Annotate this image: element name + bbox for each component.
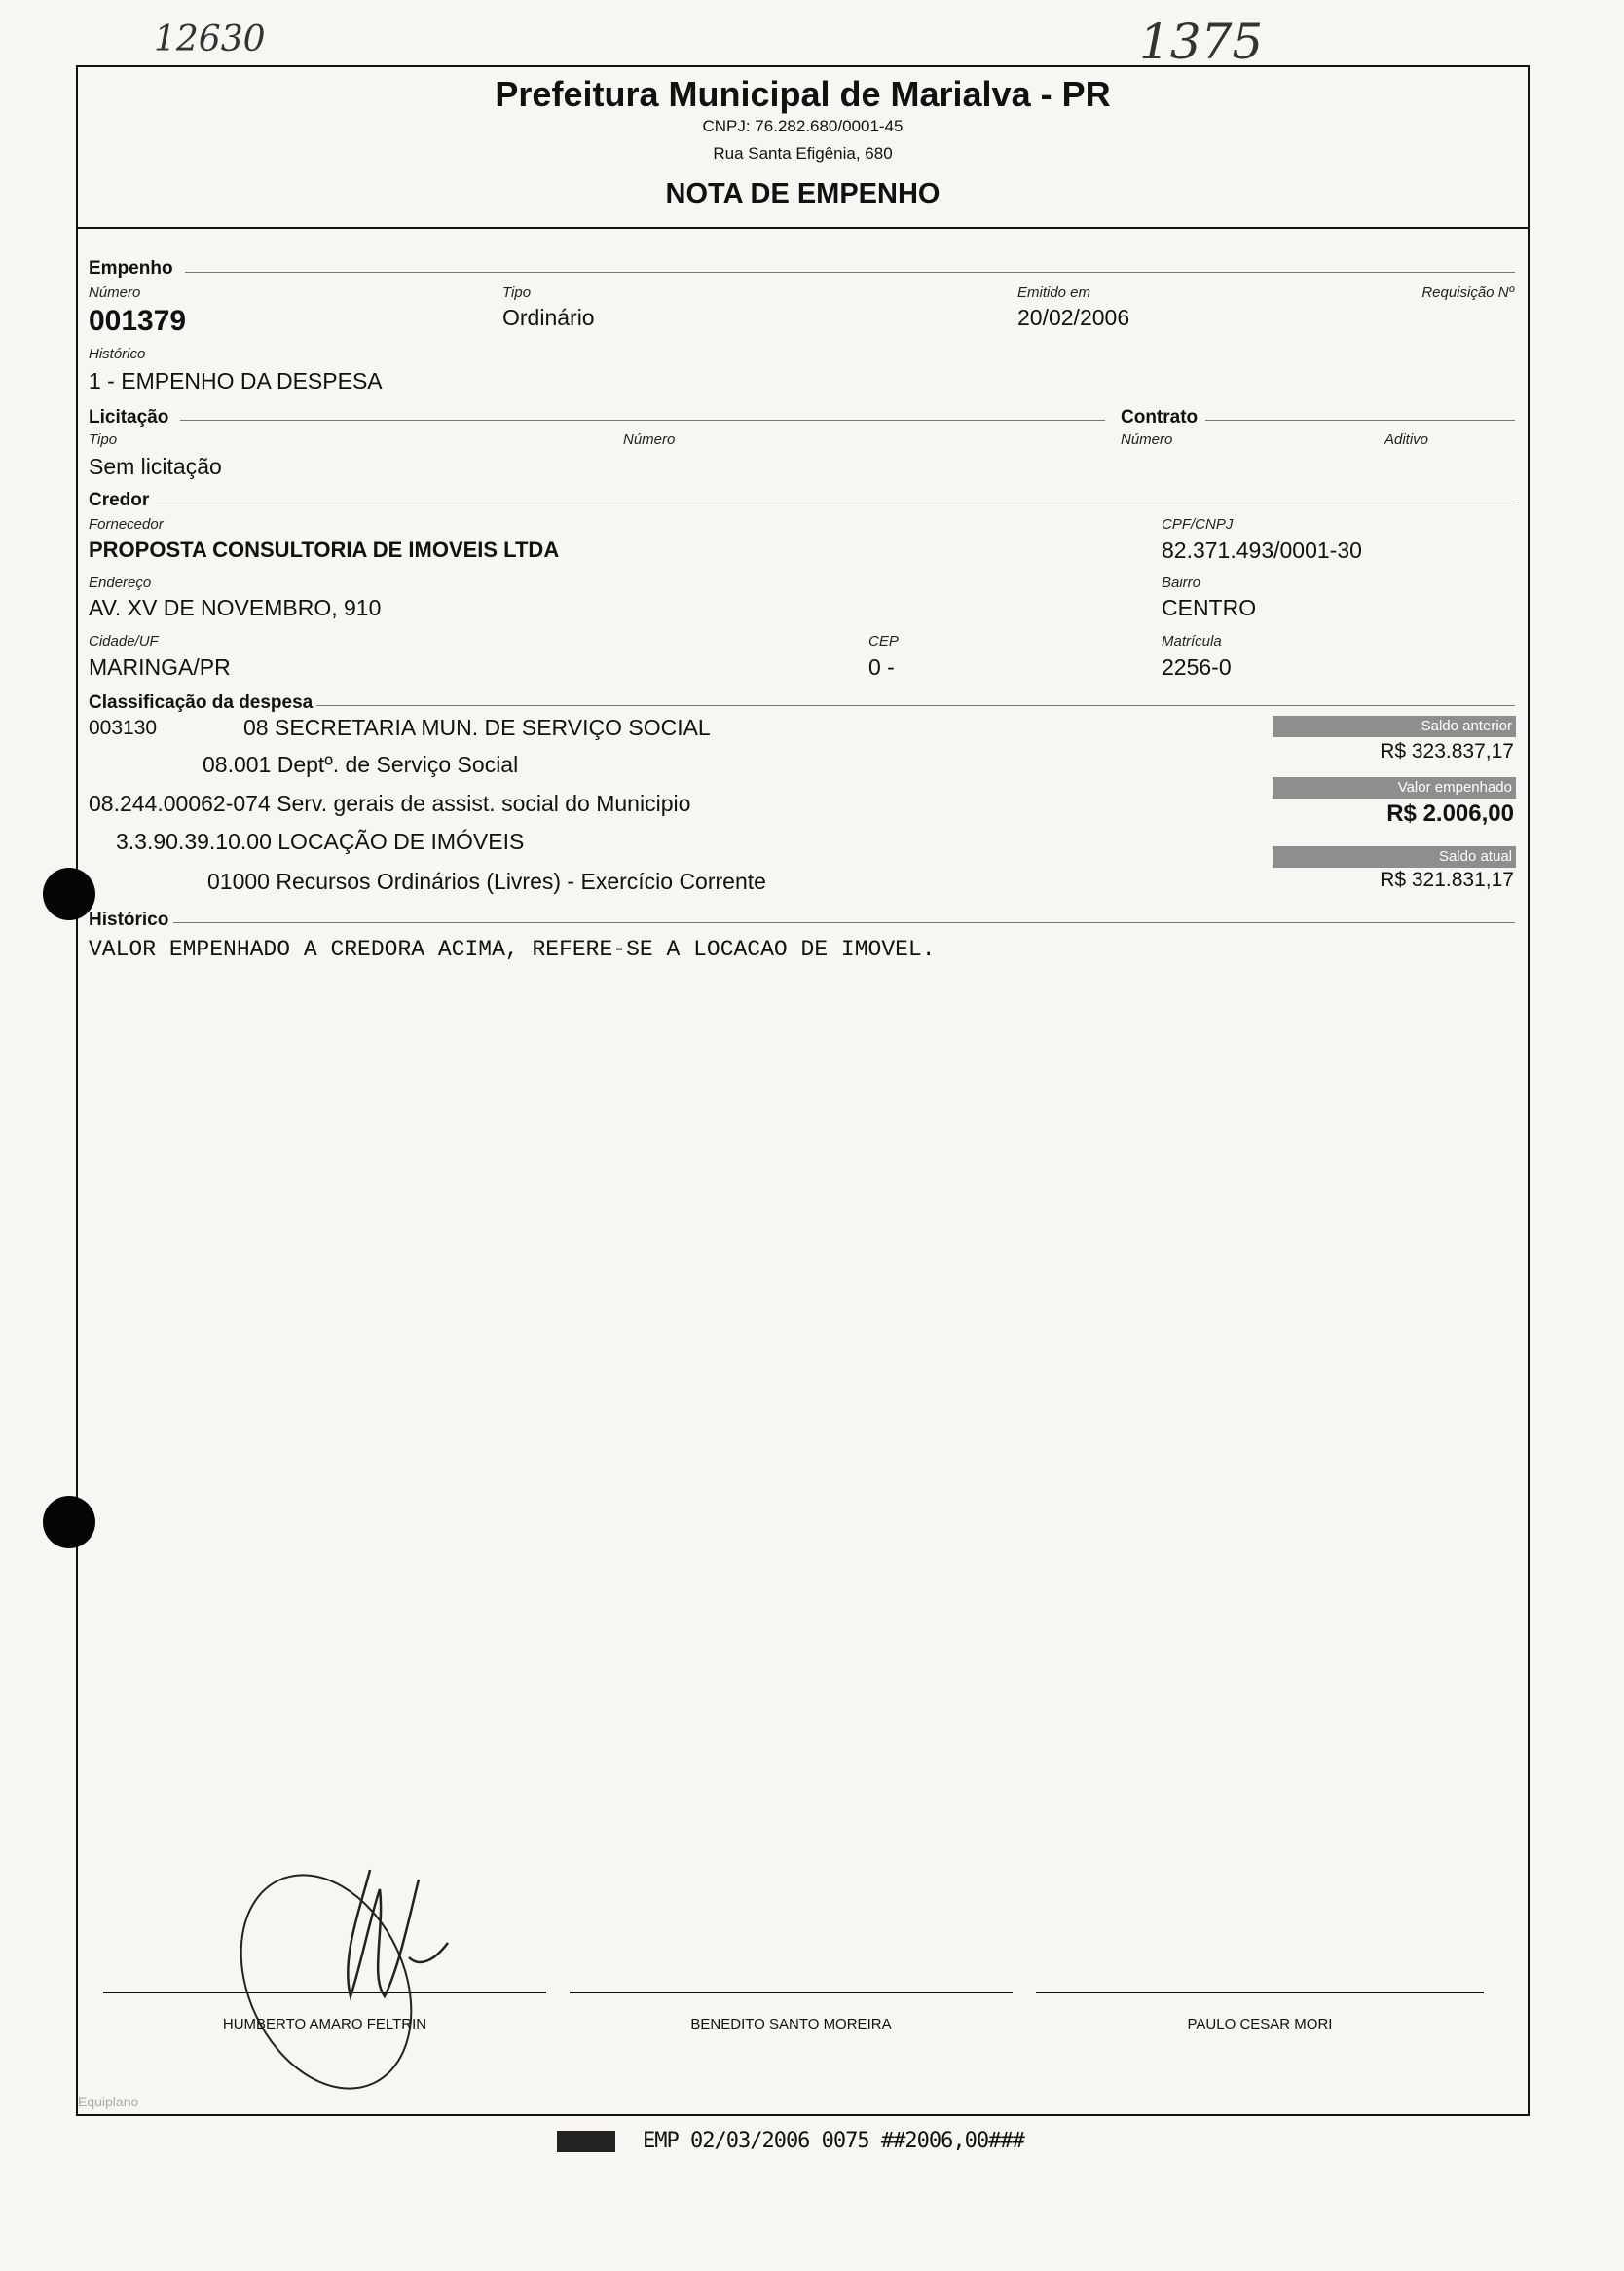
signatory-3: PAULO CESAR MORI: [1187, 2016, 1333, 2032]
empenho-tipo: Ordinário: [502, 305, 595, 330]
empenho-rule: [185, 272, 1515, 273]
signature-line-1: [103, 1992, 546, 1993]
emitido-date: 20/02/2006: [1017, 305, 1130, 330]
signatory-1: HUMBERTO AMARO FELTRIN: [222, 2016, 427, 2032]
cidade: MARINGA/PR: [89, 654, 231, 680]
fornecedor-label: Fornecedor: [89, 516, 164, 533]
document-title: NOTA DE EMPENHO: [665, 178, 941, 209]
contrato-rule: [1205, 420, 1515, 421]
classificacao-section-label: Classificação da despesa: [89, 692, 314, 713]
endereco-label: Endereço: [89, 575, 152, 591]
saldo-atual-label: Saldo atual: [1273, 846, 1516, 868]
bairro-label: Bairro: [1162, 575, 1201, 591]
header-divider: [76, 227, 1530, 229]
contrato-aditivo-label: Aditivo: [1384, 431, 1429, 448]
saldo-atual: R$ 321.831,17: [1380, 869, 1514, 891]
handwritten-number-right: 1375: [1139, 14, 1264, 70]
matricula-label: Matrícula: [1162, 633, 1222, 650]
classificacao-codigo: 003130: [89, 717, 158, 739]
saldo-anterior-label: Saldo anterior: [1273, 716, 1516, 737]
stamp-icon: [557, 2131, 615, 2152]
empenho-numero: 001379: [89, 305, 187, 337]
signature-line-2: [570, 1992, 1013, 1993]
footer-stamp: EMP 02/03/2006 0075 ##2006,00###: [643, 2129, 1024, 2153]
punch-hole-bottom: [43, 1496, 95, 1548]
signature-line-3: [1036, 1992, 1484, 1993]
departamento: 08.001 Deptº. de Serviço Social: [203, 752, 519, 777]
empenho-historico-label: Histórico: [89, 346, 146, 362]
historico-text: VALOR EMPENHADO A CREDORA ACIMA, REFERE-SE A LOCACAO DE IMOVEL.: [89, 937, 936, 962]
software-name: Equiplano: [78, 2094, 139, 2109]
classificacao-rule: [316, 705, 1515, 706]
municipality-title: Prefeitura Municipal de Marialva - PR: [495, 74, 1111, 114]
secretaria: 08 SECRETARIA MUN. DE SERVIÇO SOCIAL: [243, 715, 711, 740]
valor-empenhado-label: Valor empenhado: [1273, 777, 1516, 799]
cpf-cnpj: 82.371.493/0001-30: [1162, 538, 1362, 563]
licitacao-rule: [180, 420, 1105, 421]
handwritten-number-left: 12630: [154, 19, 266, 59]
bairro: CENTRO: [1162, 595, 1257, 620]
fonte-recurso: 01000 Recursos Ordinários (Livres) - Exercício Corrente: [207, 869, 766, 894]
empenho-tipo-label: Tipo: [502, 284, 532, 301]
cnpj-text: CNPJ: 76.282.680/0001-45: [702, 117, 904, 135]
licitacao-numero-label: Número: [623, 431, 676, 448]
requisicao-label: Requisição Nº: [1421, 284, 1514, 301]
cpf-cnpj-label: CPF/CNPJ: [1162, 516, 1234, 533]
cep-label: CEP: [868, 633, 899, 650]
historico-rule: [173, 922, 1515, 923]
matricula: 2256-0: [1162, 654, 1232, 680]
historico-section-label: Histórico: [89, 910, 169, 930]
signatory-2: BENEDITO SANTO MOREIRA: [690, 2016, 892, 2032]
licitacao-section-label: Licitação: [89, 407, 169, 428]
empenho-historico: 1 - EMPENHO DA DESPESA: [89, 368, 383, 393]
emitido-label: Emitido em: [1017, 284, 1091, 301]
funcional-programatica: 08.244.00062-074 Serv. gerais de assist. social do Municipio: [89, 791, 691, 816]
empenho-numero-label: Número: [89, 284, 141, 301]
empenho-section-label: Empenho: [89, 258, 173, 279]
saldo-anterior: R$ 323.837,17: [1380, 740, 1514, 763]
punch-hole-top: [43, 868, 95, 920]
contrato-section-label: Contrato: [1121, 407, 1199, 428]
licitacao-tipo-label: Tipo: [89, 431, 118, 448]
fornecedor-name: PROPOSTA CONSULTORIA DE IMOVEIS LTDA: [89, 538, 560, 562]
credor-section-label: Credor: [89, 490, 150, 510]
cidade-label: Cidade/UF: [89, 633, 159, 650]
contrato-numero-label: Número: [1121, 431, 1173, 448]
licitacao-tipo: Sem licitação: [89, 454, 222, 479]
address-text: Rua Santa Efigênia, 680: [713, 144, 893, 163]
valor-empenhado: R$ 2.006,00: [1386, 800, 1514, 827]
cep: 0 -: [868, 654, 895, 680]
endereco: AV. XV DE NOVEMBRO, 910: [89, 595, 382, 620]
handwritten-signature: [224, 1850, 477, 2103]
elemento-despesa: 3.3.90.39.10.00 LOCAÇÃO DE IMÓVEIS: [116, 829, 525, 854]
